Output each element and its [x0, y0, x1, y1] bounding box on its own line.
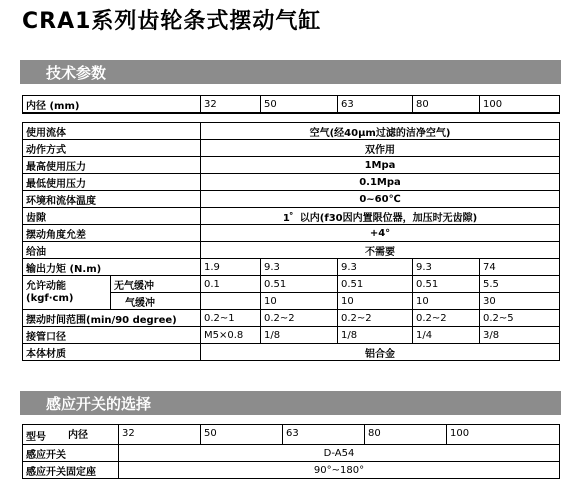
kinetic-value: 0.51 — [338, 276, 413, 293]
torque-row — [23, 259, 560, 276]
kinetic-unit: (kgf·cm) — [26, 292, 74, 304]
max-pressure-value: 1Mpa — [201, 157, 560, 174]
min-pressure-value: 0.1Mpa — [201, 174, 560, 191]
mount-row — [23, 462, 560, 479]
kinetic-value: 10 — [261, 293, 338, 310]
bore-value: 63 — [338, 96, 413, 114]
lubrication-row — [23, 242, 560, 259]
port-value: M5×0.8 — [201, 327, 261, 344]
kinetic-value — [201, 293, 261, 310]
angle-tolerance-row — [23, 225, 560, 242]
backlash-row — [23, 208, 560, 225]
bore-value: 80 — [413, 96, 480, 114]
kinetic-value: 30 — [480, 293, 560, 310]
action-row — [23, 140, 560, 157]
swing-time-value: 0.2~2 — [261, 310, 338, 327]
corner-bore-label: 内径 — [68, 430, 88, 441]
section-title: 感应开关的选择 — [46, 395, 152, 413]
material-value: 铝合金 — [201, 344, 560, 361]
swing-time-value: 0.2~2 — [338, 310, 413, 327]
action-value: 双作用 — [201, 140, 560, 157]
torque-value: 74 — [480, 259, 560, 276]
temperature-label: 环境和流体温度 — [23, 191, 201, 208]
port-value: 1/8 — [338, 327, 413, 344]
swing-time-label: 摆动时间范围(min/90 degree) — [23, 310, 201, 327]
kinetic-value: 10 — [413, 293, 480, 310]
section-header-switch — [20, 391, 561, 415]
kinetic-value: 0.1 — [201, 276, 261, 293]
port-value: 1/4 — [413, 327, 480, 344]
kinetic-value: 5.5 — [480, 276, 560, 293]
corner-header — [23, 425, 119, 445]
mount-value: 90°~180° — [119, 462, 560, 479]
torque-value: 9.3 — [261, 259, 338, 276]
kinetic-value: 0.51 — [413, 276, 480, 293]
swing-time-value: 0.2~1 — [201, 310, 261, 327]
max-pressure-row — [23, 157, 560, 174]
kinetic-sub-label: 气缓冲 — [111, 293, 201, 310]
section-title: 技术参数 — [46, 64, 107, 82]
min-pressure-row — [23, 174, 560, 191]
action-label: 动作方式 — [23, 140, 201, 157]
port-label: 接管口径 — [23, 327, 201, 344]
switch-table — [22, 424, 560, 479]
switch-bore-value: 80 — [365, 425, 447, 445]
material-label: 本体材质 — [23, 344, 201, 361]
kinetic-label-cell — [23, 276, 111, 310]
torque-value: 9.3 — [338, 259, 413, 276]
backlash-label: 齿隙 — [23, 208, 201, 225]
switch-bore-value: 32 — [119, 425, 201, 445]
kinetic-sub-label: 无气缓冲 — [111, 276, 201, 293]
torque-label: 输出力矩 (N.m) — [23, 259, 201, 276]
swing-time-value: 0.2~5 — [480, 310, 560, 327]
bore-label: 内径 (mm) — [23, 96, 201, 114]
angle-tolerance-label: 摆动角度允差 — [23, 225, 201, 242]
port-row — [23, 327, 560, 344]
page-title: CRA1系列齿轮条式摆动气缸 — [22, 9, 322, 34]
torque-value: 1.9 — [201, 259, 261, 276]
kinetic-row-no-cushion — [23, 276, 560, 293]
switch-bore-row — [23, 425, 560, 445]
bore-row — [23, 96, 560, 114]
bore-value: 100 — [480, 96, 560, 114]
port-value: 3/8 — [480, 327, 560, 344]
fluid-value: 空气(经40μm过滤的洁净空气) — [201, 123, 560, 140]
lubrication-label: 给油 — [23, 242, 201, 259]
bore-value: 32 — [201, 96, 261, 114]
section-header-specs — [20, 60, 561, 84]
sensor-value: D-A54 — [119, 445, 560, 462]
material-row — [23, 344, 560, 361]
swing-time-value: 0.2~2 — [413, 310, 480, 327]
mount-label: 感应开关固定座 — [23, 462, 119, 479]
switch-bore-value: 100 — [447, 425, 560, 445]
temperature-value: 0~60℃ — [201, 191, 560, 208]
swing-time-row — [23, 310, 560, 327]
spec-table — [22, 95, 560, 361]
backlash-value: 1゜以内(f30因内置限位器，加压时无齿隙) — [201, 208, 560, 225]
max-pressure-label: 最高使用压力 — [23, 157, 201, 174]
sensor-row — [23, 445, 560, 462]
fluid-label: 使用流体 — [23, 123, 201, 140]
bore-value: 50 — [261, 96, 338, 114]
switch-bore-value: 50 — [201, 425, 283, 445]
kinetic-value: 10 — [338, 293, 413, 310]
port-value: 1/8 — [261, 327, 338, 344]
angle-tolerance-value: +4° — [201, 225, 560, 242]
fluid-row — [23, 123, 560, 140]
sensor-label: 感应开关 — [23, 445, 119, 462]
kinetic-value: 0.51 — [261, 276, 338, 293]
switch-bore-value: 63 — [283, 425, 365, 445]
temperature-row — [23, 191, 560, 208]
min-pressure-label: 最低使用压力 — [23, 174, 201, 191]
corner-model-label: 型号 — [26, 432, 46, 443]
torque-value: 9.3 — [413, 259, 480, 276]
kinetic-label: 允许动能 — [26, 280, 66, 292]
lubrication-value: 不需要 — [201, 242, 560, 259]
